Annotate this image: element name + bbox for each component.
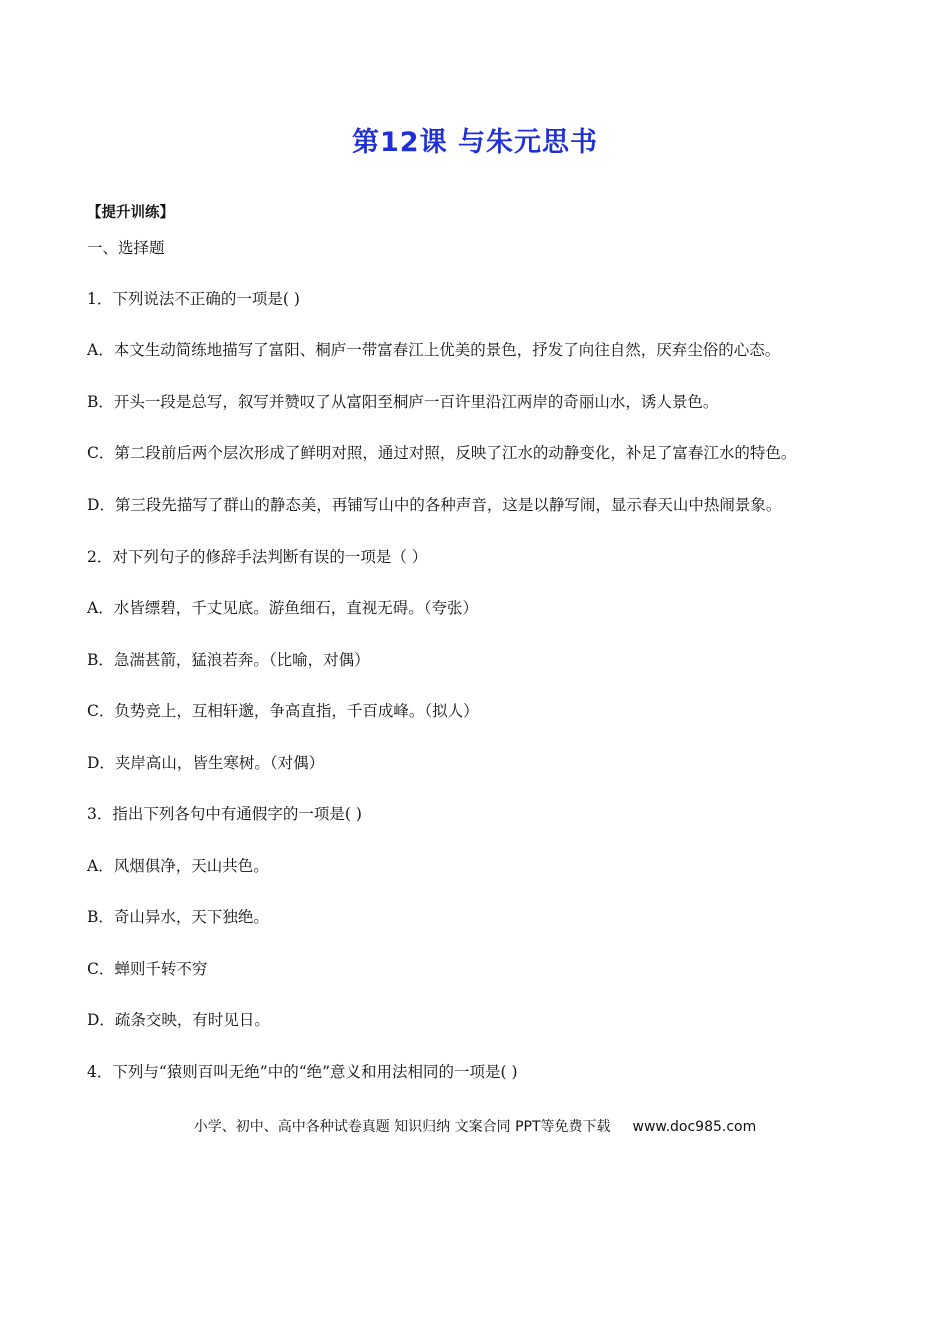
- section-heading: 一、选择题: [87, 239, 165, 257]
- question-1-option-b: B．开头一段是总写，叙写并赞叹了从富阳至桐庐一百许里沿江两岸的奇丽山水，诱人景色。: [87, 393, 719, 411]
- question-3-option-d: D．疏条交映，有时见日。: [87, 1011, 270, 1029]
- question-4-stem: 4．下列与“猿则百叫无绝”中的“绝”意义和用法相同的一项是( ): [87, 1063, 518, 1081]
- question-3-option-a: A．风烟俱净，天山共色。: [87, 857, 269, 875]
- page-footer: [0, 1116, 950, 1136]
- page-title: 第12课 与朱元思书: [352, 127, 598, 158]
- footer-url[interactable]: www.doc985.com: [632, 1119, 757, 1135]
- question-2-stem: 2．对下列句子的修辞手法判断有误的一项是（ ）: [87, 548, 428, 566]
- question-3-stem: 3．指出下列各句中有通假字的一项是( ): [87, 805, 362, 823]
- question-2-option-a: A．水皆缥碧，千丈见底。游鱼细石，直视无碍。（夸张）: [87, 599, 478, 617]
- question-3-option-b: B．奇山异水，天下独绝。: [87, 908, 269, 926]
- section-label: 【提升训练】: [87, 205, 174, 221]
- footer-text: 小学、初中、高中各种试卷真题 知识归纳 文案合同 PPT等免费下载: [193, 1119, 611, 1135]
- question-1-stem: 1．下列说法不正确的一项是( ): [87, 290, 300, 308]
- question-2-option-c: C．负势竞上，互相轩邈，争高直指，千百成峰。（拟人）: [87, 702, 479, 720]
- question-1-option-c: C．第二段前后两个层次形成了鲜明对照，通过对照，反映了江水的动静变化，补足了富春江水的特色。: [87, 444, 797, 462]
- question-1-option-d: D．第三段先描写了群山的静态美，再铺写山中的各种声音，这是以静写闹，显示春天山中热闹景象。: [87, 496, 782, 514]
- question-3-option-c: C．蝉则千转不穷: [87, 960, 208, 978]
- question-2-option-d: D．夹岸高山，皆生寒树。（对偶）: [87, 754, 325, 772]
- question-2-option-b: B．急湍甚箭，猛浪若奔。（比喻，对偶）: [87, 651, 370, 669]
- question-1-option-a: A．本文生动简练地描写了富阳、桐庐一带富春江上优美的景色，抒发了向往自然，厌弃尘俗的心态。: [87, 341, 781, 359]
